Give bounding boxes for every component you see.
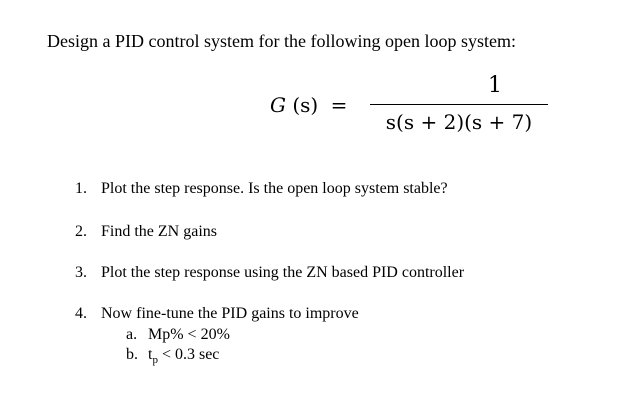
fraction-denominator: s(s + 2)(s + 7)	[385, 110, 533, 135]
sub-item-letter: a.	[126, 326, 138, 343]
list-item-text: Now fine-tune the PID gains to improve	[101, 305, 359, 322]
sub-item-letter: b.	[126, 346, 138, 363]
list-item-number: 4.	[75, 305, 87, 322]
fraction	[370, 72, 548, 136]
list-item-number: 2.	[75, 223, 87, 240]
fraction-numerator: 1	[488, 73, 502, 98]
sub-item	[126, 346, 219, 366]
list-item-text: Plot the step response. Is the open loop system stable?	[101, 180, 448, 197]
list-item-number: 3.	[75, 264, 87, 281]
sub-item	[126, 326, 230, 344]
function-name: G	[270, 93, 286, 117]
function-argument: (s)	[292, 93, 319, 117]
sub-item-text: < 0.3 sec	[161, 346, 220, 363]
equation-lhs	[270, 93, 347, 117]
peak-time-symbol: t	[148, 346, 153, 363]
list-item	[75, 223, 217, 241]
list-item	[75, 264, 464, 282]
transfer-function-equation	[270, 72, 560, 142]
list-item	[75, 305, 359, 323]
list-item-text: Find the ZN gains	[101, 223, 217, 240]
list-item-number: 1.	[75, 180, 87, 197]
list-item-text: Plot the step response using the ZN based PID controller	[101, 264, 465, 281]
sub-item-text: Mp% < 20%	[148, 326, 230, 343]
peak-time-subscript: p	[152, 354, 158, 367]
fraction-bar	[370, 104, 548, 105]
problem-intro: Design a PID control system for the following open loop system:	[47, 31, 516, 51]
list-item	[75, 180, 448, 198]
equals-sign: =	[330, 93, 348, 117]
